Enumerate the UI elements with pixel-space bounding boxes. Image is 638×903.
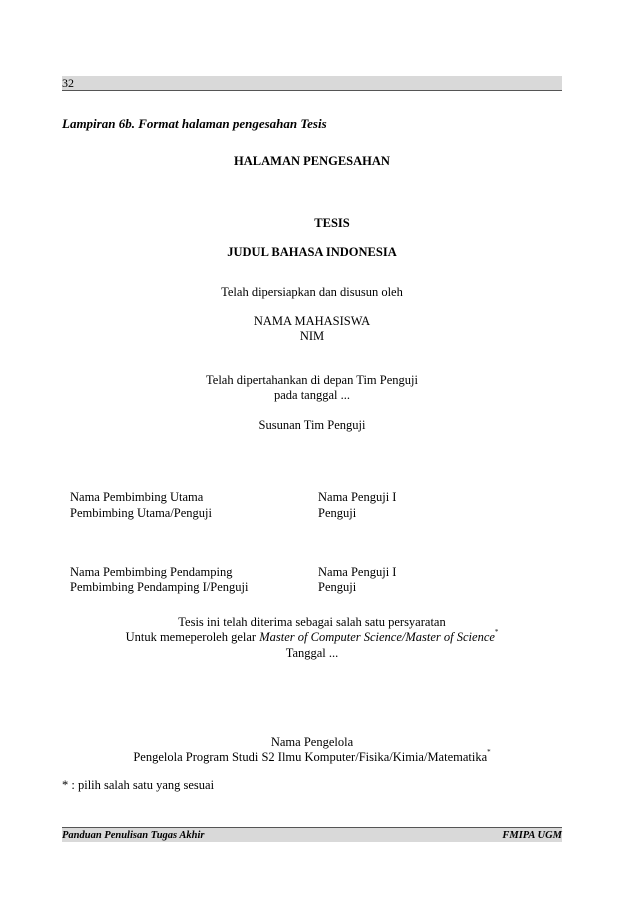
main-supervisor-name: Nama Pembimbing Utama bbox=[70, 490, 204, 504]
footer-right-text: FMIPA UGM bbox=[502, 830, 562, 841]
defended-line-2: pada tanggal ... bbox=[273, 388, 350, 402]
acceptance-asterisk: * bbox=[494, 628, 499, 636]
student-id: NIM bbox=[299, 329, 325, 343]
examiner-2-role: Penguji bbox=[318, 580, 357, 594]
thesis-title: JUDUL BAHASA INDONESIA bbox=[227, 245, 397, 259]
acceptance-line-2 bbox=[62, 630, 562, 645]
manager-asterisk: * bbox=[487, 748, 491, 756]
page-header-bar bbox=[62, 76, 562, 91]
thesis-type: TESIS bbox=[314, 216, 350, 230]
co-supervisor-name: Nama Pembimbing Pendamping bbox=[70, 565, 233, 579]
document-heading: HALAMAN PENGESAHAN bbox=[234, 154, 390, 168]
footnote: * : pilih salah satu yang sesuai bbox=[62, 778, 215, 792]
co-supervisor-role: Pembimbing Pendamping I/Penguji bbox=[70, 580, 249, 594]
footer-left-text: Panduan Penulisan Tugas Akhir bbox=[62, 830, 205, 841]
defended-line-1: Telah dipertahankan di depan Tim Penguji bbox=[206, 373, 418, 387]
acceptance-prefix: Untuk memeperoleh gelar bbox=[125, 630, 260, 644]
program-manager-name: Nama Pengelola bbox=[270, 735, 354, 749]
prepared-by-text: Telah dipersiapkan dan disusun oleh bbox=[221, 285, 403, 299]
page-number: 32 bbox=[62, 76, 74, 90]
examiner-2-name: Nama Penguji I bbox=[318, 565, 397, 579]
program-manager-role bbox=[62, 750, 562, 765]
committee-heading: Susunan Tim Penguji bbox=[258, 418, 366, 432]
main-supervisor-role: Pembimbing Utama/Penguji bbox=[70, 506, 213, 520]
student-name: NAMA MAHASISWA bbox=[253, 314, 371, 328]
examiner-1-name: Nama Penguji I bbox=[318, 490, 397, 504]
acceptance-line-1: Tesis ini telah diterima sebagai salah satu persyaratan bbox=[178, 615, 446, 629]
appendix-caption: Lampiran 6b. Format halaman pengesahan Tesis bbox=[62, 116, 327, 131]
program-manager-role-text: Pengelola Program Studi S2 Ilmu Komputer/Fisika/Kimia/Matematika bbox=[133, 750, 488, 764]
page-footer-bar bbox=[62, 827, 562, 842]
acceptance-date: Tanggal ... bbox=[285, 646, 339, 660]
examiner-1-role: Penguji bbox=[318, 506, 357, 520]
degree-name: Master of Computer Science/Master of Science bbox=[259, 630, 495, 644]
